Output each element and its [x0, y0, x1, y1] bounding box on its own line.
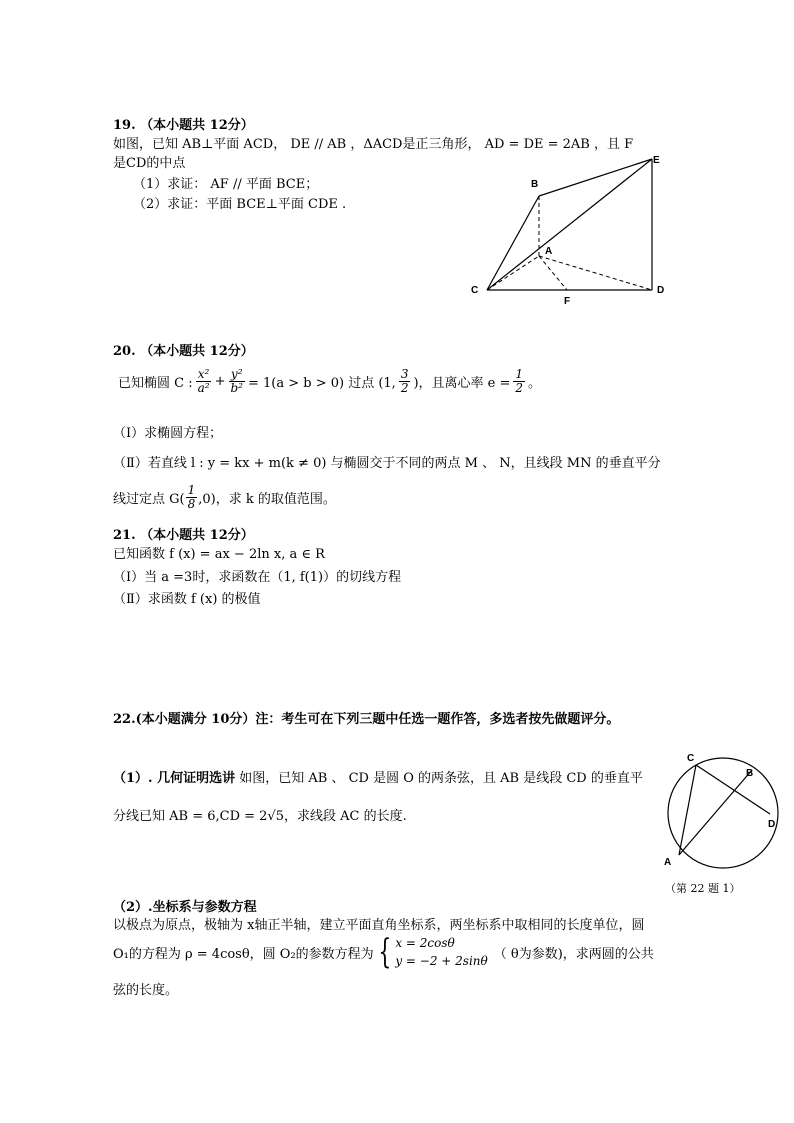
- q22-circle-figure: [655, 748, 785, 896]
- chord-CA: [679, 765, 696, 855]
- label-C: C: [687, 753, 695, 764]
- q20-eq-end: 。: [528, 376, 542, 391]
- q20-part2b-pre: 线过定点 G(: [113, 492, 185, 507]
- q19-statement-line1: 如图，已知 AB⊥平面 ACD， DE // AB ，ΔACD是正三角形， AD = DE = 2AB ，且 F: [113, 137, 634, 152]
- q19-statement-line2: 是CD的中点: [113, 156, 186, 171]
- q22-sec2-line3: 弦的长度。: [113, 983, 179, 998]
- q20-eq-mid2: )，且离心率 e =: [413, 376, 511, 391]
- label-B: B: [746, 768, 754, 779]
- q20-header: 20. （本小题共 12分）: [113, 344, 254, 359]
- chord-CD: [696, 765, 770, 814]
- label-E: E: [653, 155, 660, 166]
- circle-O: [668, 758, 778, 868]
- frac-num: y²: [230, 367, 243, 381]
- parametric-system: [374, 934, 488, 970]
- q20-intro: 已知椭圆 C :: [118, 376, 193, 391]
- q20-frac-1-8: [186, 484, 198, 511]
- frac-num: 1: [187, 483, 196, 497]
- frac-den: 2: [515, 381, 524, 395]
- q20-frac-y2-b2: [228, 368, 245, 395]
- q21-line1: 已知函数 f (x) = ax − 2ln x, a ∈ R: [113, 547, 325, 562]
- frac-num: x²: [197, 367, 210, 381]
- label-D: D: [657, 285, 665, 296]
- q19-figure: [465, 150, 675, 310]
- q22-sec2-line2: [113, 934, 654, 970]
- q22-figure-caption: （第 22 题 1）: [665, 882, 741, 895]
- brace-symbol: {: [378, 932, 391, 972]
- frac-den: b²: [230, 381, 243, 395]
- frac-den: 8: [187, 497, 196, 511]
- q22-header: 22.(本小题满分 10分）注：考生可在下列三题中任选一题作答，多选者按先做题评分。: [113, 712, 620, 727]
- q21-header: 21. （本小题共 12分）: [113, 528, 254, 543]
- chord-AB: [679, 770, 752, 855]
- q20-part2: （Ⅱ）若直线 l : y = kx + m(k ≠ 0) 与椭圆交于不同的两点 M 、 N，且线段 MN 的垂直平分: [113, 456, 661, 471]
- q22-sec2-line1: 以极点为原点，极轴为 x轴正半轴，建立平面直角坐标系，两坐标系中取相同的长度单位，圆: [113, 918, 645, 933]
- q22-sec2-line2-pre: O₁的方程为 ρ = 4cosθ，圆 O₂的参数方程为: [113, 946, 374, 962]
- q21-part2: （Ⅱ）求函数 f (x) 的极值: [113, 592, 261, 607]
- q20-ellipse-line: [118, 368, 541, 395]
- q21-part1: （Ⅰ）当 a =3时，求函数在（1, f(1)）的切线方程: [113, 570, 402, 585]
- q22-sec2-title: （2）.坐标系与参数方程: [113, 900, 257, 915]
- label-B: B: [531, 179, 539, 190]
- q19-item2: （2）求证：平面 BCE⊥平面 CDE .: [133, 197, 347, 212]
- label-A: A: [545, 246, 553, 257]
- q22-sec1-title: （1）. 几何证明选讲: [113, 771, 236, 786]
- frac-num: 1: [515, 367, 524, 381]
- q22-sec2-line2-post: （ θ为参数)，求两圆的公共: [493, 946, 654, 962]
- edge-CB: [487, 196, 539, 290]
- q20-frac-x2-a2: [196, 368, 212, 395]
- edge-CA: [487, 256, 539, 290]
- label-C: C: [471, 285, 479, 296]
- q22-sec1-line1: [113, 767, 643, 786]
- edge-AF: [539, 256, 567, 290]
- q20-eq-mid: = 1(a > b > 0) 过点 (1,: [247, 376, 396, 391]
- q20-frac-1-2: [513, 368, 525, 395]
- system-line2: y = −2 + 2sinθ: [395, 954, 488, 968]
- plus-sign: +: [214, 374, 226, 389]
- label-D: D: [768, 819, 776, 830]
- label-F: F: [564, 296, 571, 307]
- q19-item1: （1）求证： AF // 平面 BCE；: [133, 177, 319, 192]
- q19-header: 19. （本小题共 12分）: [113, 118, 254, 133]
- q20-part1: （Ⅰ）求椭圆方程；: [113, 426, 223, 441]
- edge-CE: [487, 159, 652, 290]
- q20-frac-3-2: [399, 368, 411, 395]
- edge-BE: [539, 159, 652, 196]
- frac-den: 2: [400, 381, 409, 395]
- system-line1: x = 2cosθ: [395, 936, 455, 950]
- edge-AD: [539, 256, 652, 290]
- frac-num: 3: [400, 367, 409, 381]
- q20-part2b-post: ,0)，求 k 的取值范围。: [198, 492, 336, 507]
- q22-sec1-line2: 分线已知 AB = 6,CD = 2√5，求线段 AC 的长度.: [113, 809, 407, 824]
- frac-den: a²: [197, 381, 210, 395]
- q20-part2-line2: [113, 484, 336, 511]
- q22-sec1-text: 如图，已知 AB 、 CD 是圆 O 的两条弦，且 AB 是线段 CD 的垂直平: [235, 771, 643, 786]
- label-A: A: [664, 857, 672, 868]
